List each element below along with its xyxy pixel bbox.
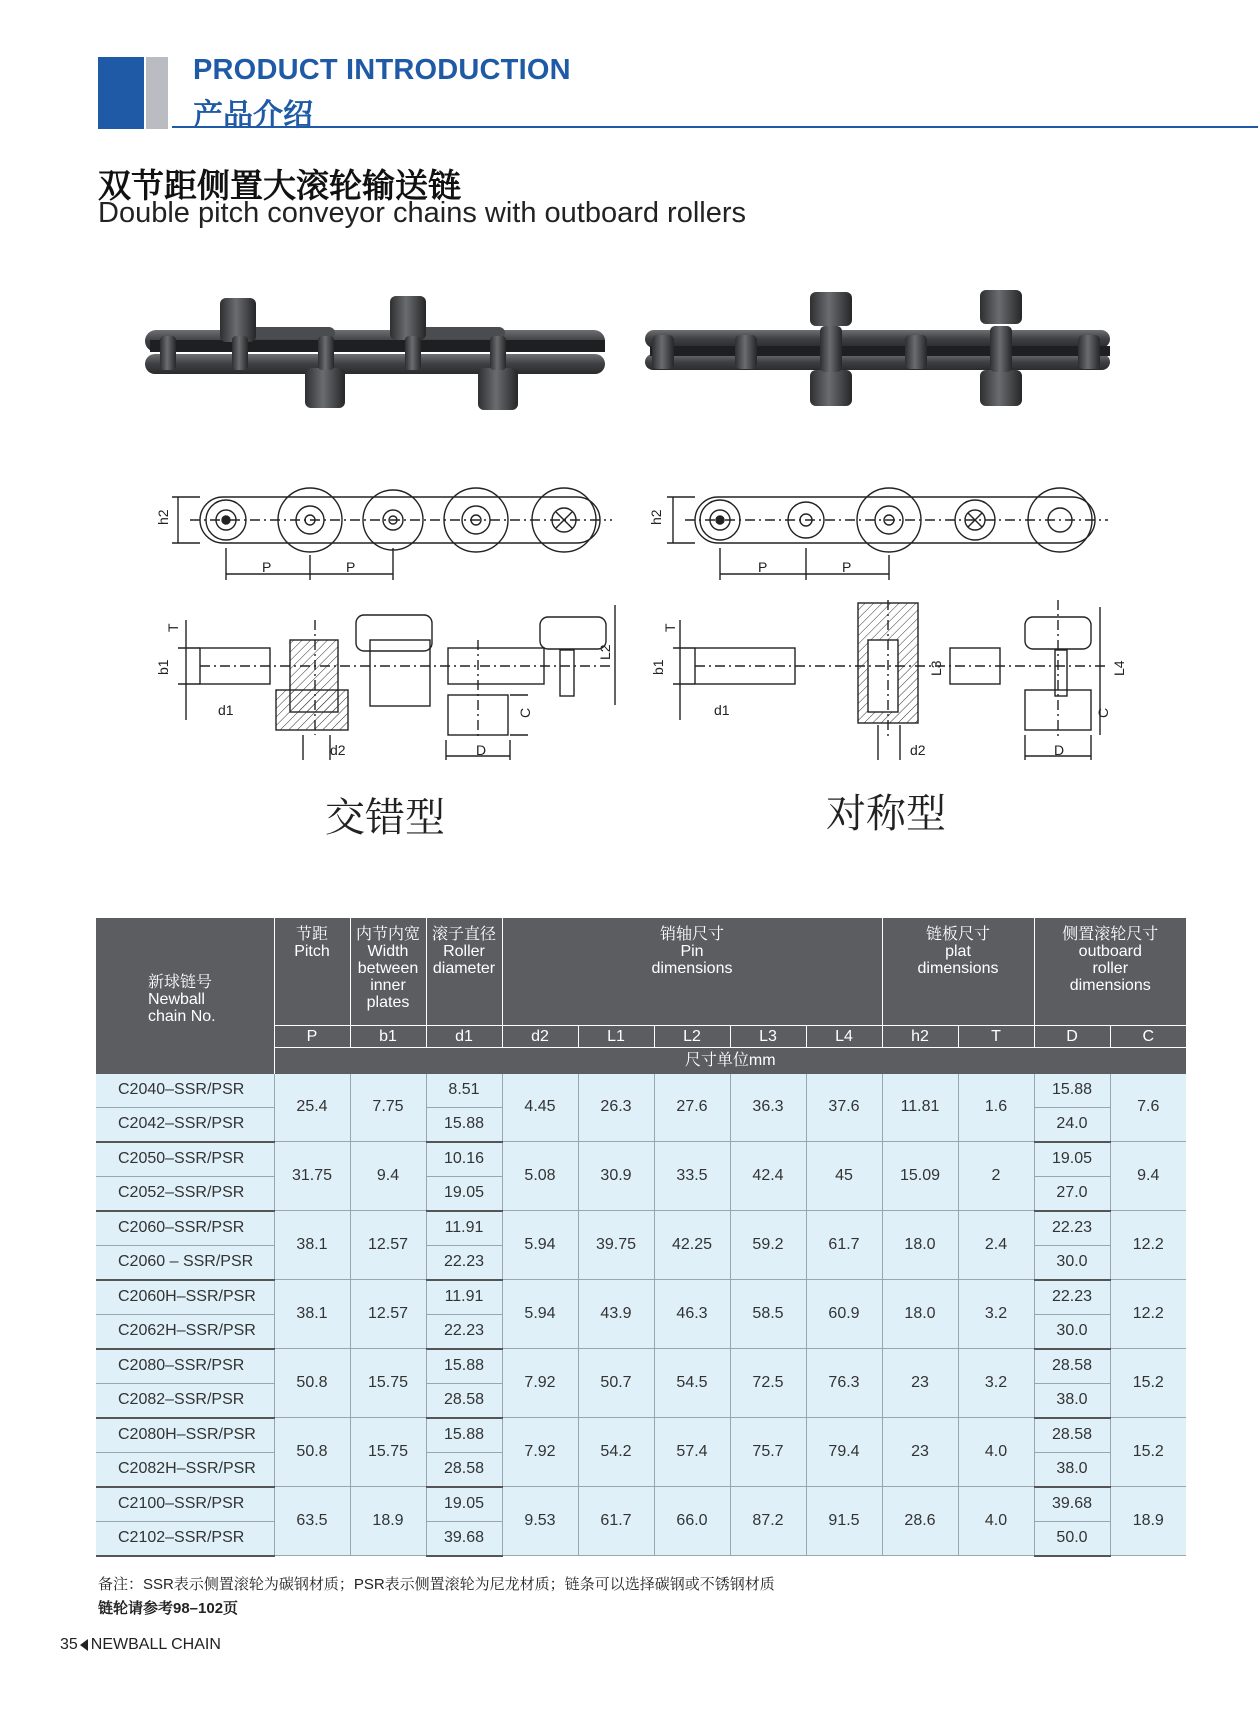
cell-l4: 61.7 [806,1211,882,1280]
chain-no-cell: C2060–SSR/PSR [96,1211,274,1246]
cell-b1: 9.4 [350,1142,426,1211]
cell-b1: 12.57 [350,1211,426,1280]
staggered-type-label: 交错型 [325,795,445,841]
cell-l2: 27.6 [654,1074,730,1142]
cell-c: 12.2 [1110,1280,1186,1349]
unit-row: 尺寸单位mm [274,1047,1186,1074]
dim-d1-b: d1 [714,702,730,718]
cell-l2: 66.0 [654,1487,730,1556]
cell-p: 63.5 [274,1487,350,1556]
cell-d: 30.0 [1034,1245,1110,1280]
dim-h2-b: h2 [648,509,664,525]
header-pitch: 节距 Pitch [274,918,350,1025]
dim-c-a: C [517,707,533,718]
table-row [96,1074,1186,1108]
sym-l2: L2 [654,1025,730,1047]
cell-l1: 30.9 [578,1142,654,1211]
sym-d: D [1034,1025,1110,1047]
triangle-left-icon [80,1639,88,1651]
cell-h2: 28.6 [882,1487,958,1556]
cell-l2: 46.3 [654,1280,730,1349]
chain-no-cell: C2080–SSR/PSR [96,1349,274,1384]
cell-d: 39.68 [1034,1487,1110,1522]
cell-d1: 19.05 [426,1487,502,1522]
table-row [96,1142,1186,1177]
section-title-en: PRODUCT INTRODUCTION [193,54,571,86]
spec-table [96,918,1186,1557]
chain-no-cell: C2080H–SSR/PSR [96,1418,274,1453]
cell-l4: 79.4 [806,1418,882,1487]
symmetric-top-view [673,600,1108,760]
cell-d2: 5.94 [502,1280,578,1349]
cell-h2: 23 [882,1418,958,1487]
cell-l2: 42.25 [654,1211,730,1280]
cell-l2: 54.5 [654,1349,730,1418]
cell-p: 50.8 [274,1349,350,1418]
chain-no-cell: C2060H–SSR/PSR [96,1280,274,1315]
dim-t-a: T [165,623,181,632]
staggered-side-view [172,488,612,580]
cell-d2: 7.92 [502,1418,578,1487]
footer [60,1636,221,1654]
cell-d: 38.0 [1034,1452,1110,1487]
cell-l1: 39.75 [578,1211,654,1280]
cell-l1: 50.7 [578,1349,654,1418]
cell-l1: 26.3 [578,1074,654,1142]
cell-h2: 15.09 [882,1142,958,1211]
cell-l3: 59.2 [730,1211,806,1280]
sym-h2: h2 [882,1025,958,1047]
cell-b1: 12.57 [350,1280,426,1349]
sym-l1: L1 [578,1025,654,1047]
chain-no-cell: C2060 – SSR/PSR [96,1245,274,1280]
cell-t: 4.0 [958,1487,1034,1556]
cell-b1: 18.9 [350,1487,426,1556]
product-title-en: Double pitch conveyor chains with outboard rollers [98,197,747,229]
cell-l2: 57.4 [654,1418,730,1487]
cell-d1: 19.05 [426,1176,502,1211]
cell-t: 3.2 [958,1349,1034,1418]
header-plate: 链板尺寸 plat dimensions [882,918,1034,1025]
cell-t: 4.0 [958,1418,1034,1487]
dim-d-b: D [1054,742,1065,758]
cell-b1: 15.75 [350,1418,426,1487]
cell-d: 24.0 [1034,1107,1110,1142]
header-roller: 滚子直径 Roller diameter [426,918,502,1025]
symmetric-type-label: 对称型 [826,791,946,837]
cell-d1: 22.23 [426,1314,502,1349]
cell-d2: 4.45 [502,1074,578,1142]
cell-p: 25.4 [274,1074,350,1142]
cell-d: 28.58 [1034,1349,1110,1384]
cell-d1: 28.58 [426,1452,502,1487]
cell-p: 50.8 [274,1418,350,1487]
cell-d1: 15.88 [426,1418,502,1453]
header-outboard: 侧置滚轮尺寸 outboard roller dimensions [1034,918,1186,1025]
cell-t: 2.4 [958,1211,1034,1280]
cell-p: 38.1 [274,1280,350,1349]
dim-l2: L2 [597,644,613,660]
dim-l4: L4 [1111,660,1127,676]
staggered-top-view [178,605,615,760]
dim-p-b2: P [842,559,852,575]
cell-h2: 18.0 [882,1280,958,1349]
table-row [96,1418,1186,1453]
cell-l3: 58.5 [730,1280,806,1349]
symmetric-side-view [667,488,1108,580]
dim-h2-a: h2 [155,509,171,525]
dim-t-b: T [662,623,678,632]
note-sprocket-ref: 链轮请参考98–102页 [98,1600,239,1617]
cell-d1: 28.58 [426,1383,502,1418]
cell-c: 15.2 [1110,1418,1186,1487]
dim-c-b: C [1095,707,1111,718]
cell-t: 1.6 [958,1074,1034,1142]
cell-d1: 11.91 [426,1280,502,1315]
sym-d2: d2 [502,1025,578,1047]
dim-p-a1: P [262,559,272,575]
dim-d2-b: d2 [910,742,926,758]
cell-t: 3.2 [958,1280,1034,1349]
cell-b1: 7.75 [350,1074,426,1142]
chain-no-cell: C2050–SSR/PSR [96,1142,274,1177]
cell-d1: 22.23 [426,1245,502,1280]
cell-l1: 43.9 [578,1280,654,1349]
cell-l3: 87.2 [730,1487,806,1556]
cell-d: 15.88 [1034,1074,1110,1108]
staggered-chain-photo [145,296,605,410]
dim-l3: L3 [928,660,944,676]
cell-h2: 11.81 [882,1074,958,1142]
chain-no-cell: C2062H–SSR/PSR [96,1314,274,1349]
cell-d1: 15.88 [426,1349,502,1384]
header-chain-no: 新球链号 Newball chain No. [96,918,274,1074]
cell-l4: 37.6 [806,1074,882,1142]
table-row [96,1211,1186,1246]
cell-l3: 36.3 [730,1074,806,1142]
cell-l3: 72.5 [730,1349,806,1418]
dim-d2-a: d2 [330,742,346,758]
cell-d: 19.05 [1034,1142,1110,1177]
cell-t: 2 [958,1142,1034,1211]
cell-l2: 33.5 [654,1142,730,1211]
cell-d1: 15.88 [426,1107,502,1142]
dim-b1-a: b1 [155,659,171,675]
cell-d: 50.0 [1034,1521,1110,1556]
chain-no-cell: C2082–SSR/PSR [96,1383,274,1418]
cell-c: 7.6 [1110,1074,1186,1142]
cell-h2: 18.0 [882,1211,958,1280]
chain-no-cell: C2082H–SSR/PSR [96,1452,274,1487]
cell-d2: 7.92 [502,1349,578,1418]
cell-l3: 75.7 [730,1418,806,1487]
sym-t: T [958,1025,1034,1047]
dim-d1-a: d1 [218,702,234,718]
cell-d1: 39.68 [426,1521,502,1556]
cell-d: 28.58 [1034,1418,1110,1453]
cell-h2: 23 [882,1349,958,1418]
cell-d2: 9.53 [502,1487,578,1556]
section-title-cn: 产品介绍 [193,99,313,132]
cell-p: 38.1 [274,1211,350,1280]
brand-name: NEWBALL CHAIN [90,1636,221,1653]
table-row [96,1487,1186,1522]
cell-d: 38.0 [1034,1383,1110,1418]
header-pin: 销轴尺寸 Pin dimensions [502,918,882,1025]
dim-b1-b: b1 [650,659,666,675]
symmetric-chain-photo [645,290,1110,406]
sym-c: C [1110,1025,1186,1047]
page-number: 35 [60,1636,78,1653]
cell-l3: 42.4 [730,1142,806,1211]
table-row [96,1280,1186,1315]
cell-d2: 5.94 [502,1211,578,1280]
sym-b1: b1 [350,1025,426,1047]
sym-d1: d1 [426,1025,502,1047]
cell-l4: 91.5 [806,1487,882,1556]
cell-l1: 54.2 [578,1418,654,1487]
cell-l1: 61.7 [578,1487,654,1556]
dim-p-a2: P [346,559,356,575]
sym-l4: L4 [806,1025,882,1047]
cell-d: 27.0 [1034,1176,1110,1211]
cell-c: 18.9 [1110,1487,1186,1556]
cell-l4: 76.3 [806,1349,882,1418]
chain-no-cell: C2052–SSR/PSR [96,1176,274,1211]
chain-no-cell: C2102–SSR/PSR [96,1521,274,1556]
cell-c: 15.2 [1110,1349,1186,1418]
sym-l3: L3 [730,1025,806,1047]
dim-d-a: D [476,742,487,758]
cell-d1: 8.51 [426,1074,502,1108]
chain-no-cell: C2040–SSR/PSR [96,1074,274,1108]
cell-d2: 5.08 [502,1142,578,1211]
note-materials: 备注：SSR表示侧置滚轮为碳钢材质；PSR表示侧置滚轮为尼龙材质；链条可以选择碳钢或不锈钢材质 [98,1576,775,1593]
dim-p-b1: P [758,559,768,575]
chain-no-cell: C2042–SSR/PSR [96,1107,274,1142]
cell-d1: 11.91 [426,1211,502,1246]
product-title-cn: 双节距侧置大滚轮输送链 [98,167,461,204]
cell-c: 12.2 [1110,1211,1186,1280]
cell-l4: 45 [806,1142,882,1211]
chain-no-cell: C2100–SSR/PSR [96,1487,274,1522]
cell-d: 30.0 [1034,1314,1110,1349]
cell-d: 22.23 [1034,1211,1110,1246]
cell-d1: 10.16 [426,1142,502,1177]
header-width: 内节内宽 Width between inner plates [350,918,426,1025]
cell-d: 22.23 [1034,1280,1110,1315]
cell-l4: 60.9 [806,1280,882,1349]
cell-c: 9.4 [1110,1142,1186,1211]
cell-b1: 15.75 [350,1349,426,1418]
cell-p: 31.75 [274,1142,350,1211]
sym-p: P [274,1025,350,1047]
table-row [96,1349,1186,1384]
